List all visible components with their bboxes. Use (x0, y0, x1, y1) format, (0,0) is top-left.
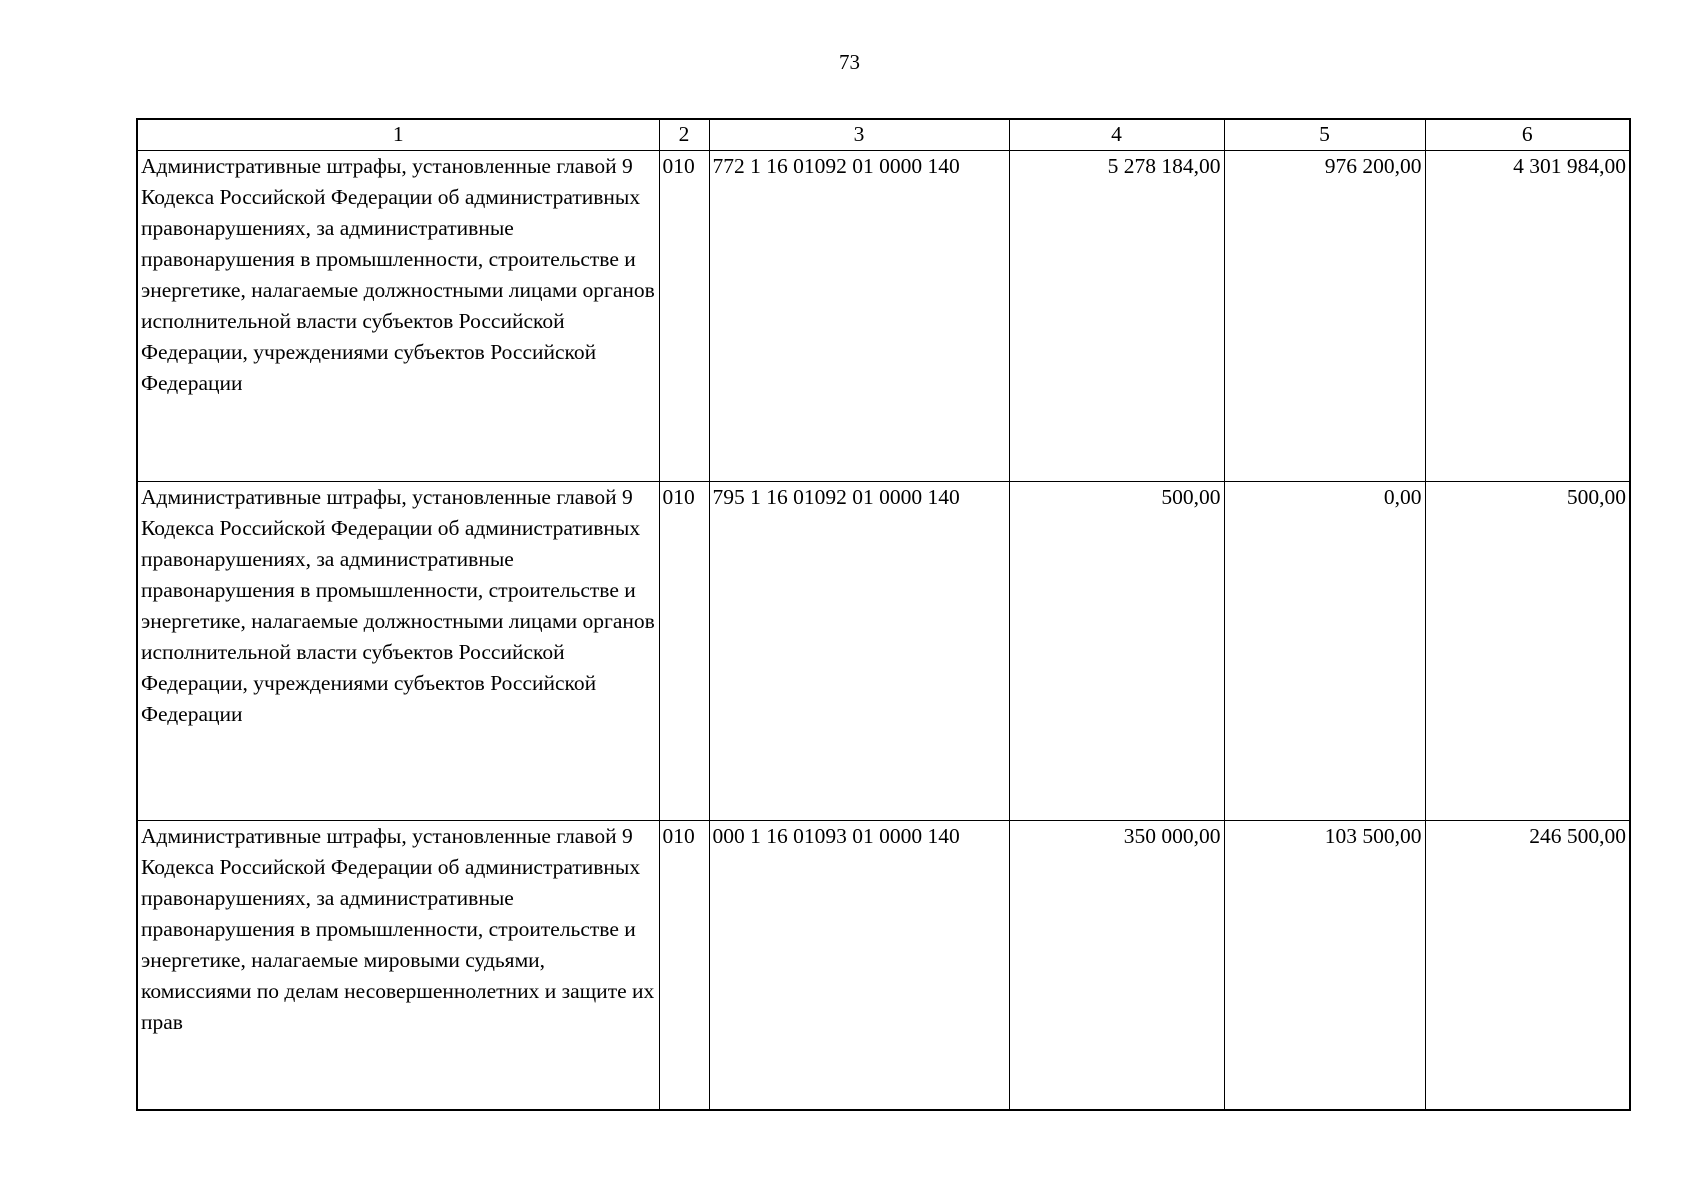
column-header-3: 3 (709, 119, 1009, 151)
table-row (137, 821, 1630, 1111)
column-header-6: 6 (1425, 119, 1630, 151)
row-unexecuted-amount: 500,00 (1425, 482, 1630, 821)
column-header-1: 1 (137, 119, 659, 151)
row-description: Административные штрафы, установленные главой 9 Кодекса Российской Федерации об административных правонарушениях, за административные правонарушения в промышленности, строительстве и энергетике, налагаемые должностными лицами органов исполнительной власти субъектов Российской Федерации, учреждениями субъектов Российской Федерации (137, 151, 659, 482)
row-executed-amount: 103 500,00 (1224, 821, 1425, 1111)
row-approved-amount: 500,00 (1009, 482, 1224, 821)
budget-table (136, 118, 1631, 1111)
row-income-code: 000 1 16 01093 01 0000 140 (709, 821, 1009, 1111)
column-header-4: 4 (1009, 119, 1224, 151)
table-row (137, 151, 1630, 482)
column-header-2: 2 (659, 119, 709, 151)
row-description: Административные штрафы, установленные главой 9 Кодекса Российской Федерации об административных правонарушениях, за административные правонарушения в промышленности, строительстве и энергетике, налагаемые мировыми судьями, комиссиями по делам несовершеннолетних и защите их прав (137, 821, 659, 1111)
row-description: Административные штрафы, установленные главой 9 Кодекса Российской Федерации об административных правонарушениях, за административные правонарушения в промышленности, строительстве и энергетике, налагаемые должностными лицами органов исполнительной власти субъектов Российской Федерации, учреждениями субъектов Российской Федерации (137, 482, 659, 821)
row-executed-amount: 0,00 (1224, 482, 1425, 821)
row-line-code: 010 (659, 821, 709, 1111)
column-header-5: 5 (1224, 119, 1425, 151)
row-line-code: 010 (659, 151, 709, 482)
row-income-code: 795 1 16 01092 01 0000 140 (709, 482, 1009, 821)
row-income-code: 772 1 16 01092 01 0000 140 (709, 151, 1009, 482)
table-header-row (137, 119, 1630, 151)
row-approved-amount: 350 000,00 (1009, 821, 1224, 1111)
row-line-code: 010 (659, 482, 709, 821)
table-row (137, 482, 1630, 821)
row-unexecuted-amount: 246 500,00 (1425, 821, 1630, 1111)
page-number: 73 (839, 50, 860, 74)
row-unexecuted-amount: 4 301 984,00 (1425, 151, 1630, 482)
row-approved-amount: 5 278 184,00 (1009, 151, 1224, 482)
row-executed-amount: 976 200,00 (1224, 151, 1425, 482)
